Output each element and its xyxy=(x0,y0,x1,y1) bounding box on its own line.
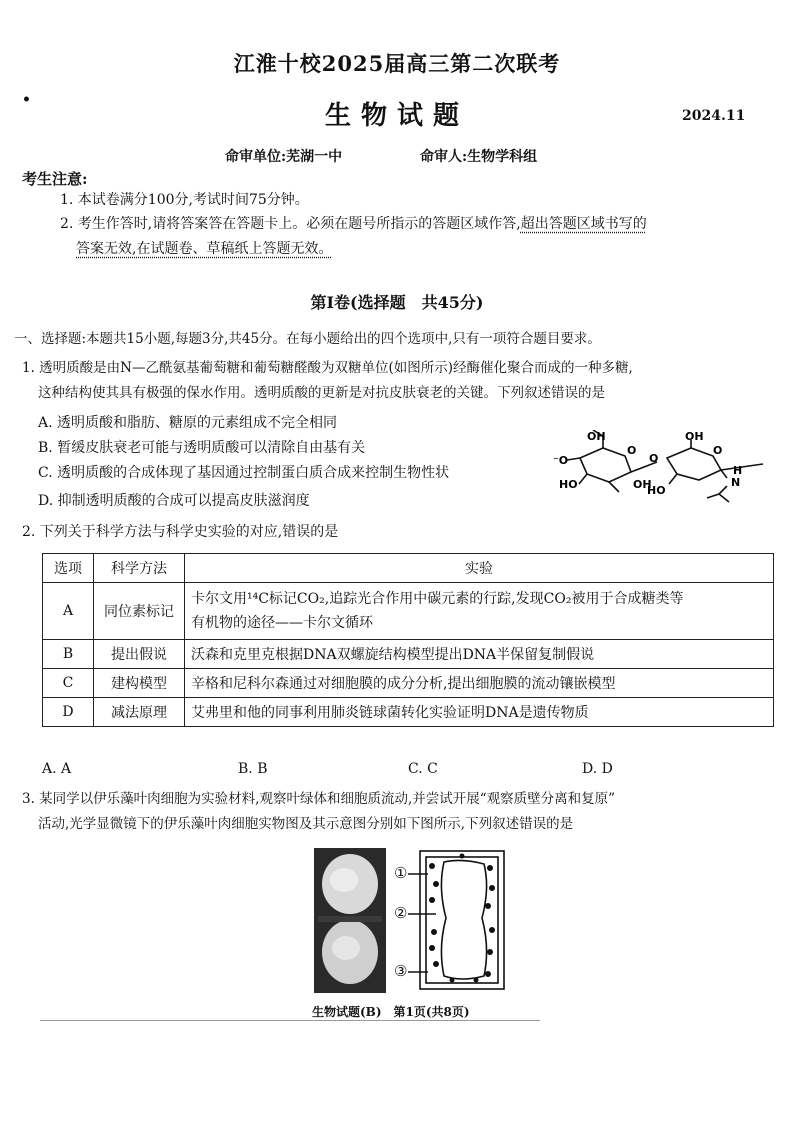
q2-answer-a: A. A xyxy=(42,761,72,777)
q2-answer-c: C. C xyxy=(408,761,438,777)
q1-option-c: C. 透明质酸的合成体现了基因通过控制蛋白质合成来控制生物性状 xyxy=(38,465,450,481)
exam-date: 2024.11 xyxy=(682,108,746,124)
exam-title: 江淮十校2025届高三第二次联考 xyxy=(233,51,561,76)
mol-label-ho-1: HO xyxy=(559,478,578,491)
notice-item-2-emphasis: 超出答题区域书写的 xyxy=(520,216,647,232)
row-option: A xyxy=(43,583,94,640)
q1-stem-line1: 1. 透明质酸是由N—乙酰氨基葡萄糖和葡萄糖醛酸为双糖单位(如图所示)经酶催化聚合而成的一种多糖, xyxy=(22,360,633,376)
q2-stem: 2. 下列关于科学方法与科学史实验的对应,错误的是 xyxy=(22,524,339,540)
hyaluronic-acid-structure xyxy=(545,430,770,505)
table-row xyxy=(43,698,774,727)
table-row xyxy=(43,640,774,669)
table-header-row xyxy=(43,554,774,583)
q3-stem-line2: 活动,光学显微镜下的伊乐藻叶肉细胞实物图及其示意图分别如下图所示,下列叙述错误的是 xyxy=(38,816,574,832)
q1-stem-line2: 这种结构使其具有极强的保水作用。透明质酸的更新是对抗皮肤衰老的关键。下列叙述错误的是 xyxy=(38,385,605,401)
row-experiment: 辛格和尼科尔森通过对细胞膜的成分分析,提出细胞膜的流动镶嵌模型 xyxy=(185,669,774,698)
notice-item-2-text: 2. 考生作答时,请将答案答在答题卡上。必须在题号所指示的答题区域作答, xyxy=(60,216,521,232)
q3-stem-line1: 3. 某同学以伊乐藻叶肉细胞为实验材料,观察叶绿体和细胞质流动,并尝试开展“观察质壁分离和复原” xyxy=(22,791,616,807)
table-header-experiment: 实验 xyxy=(185,554,774,583)
cell-micrograph xyxy=(314,848,386,993)
row-option: D xyxy=(43,698,94,727)
table-row xyxy=(43,583,774,640)
row-method: 同位素标记 xyxy=(94,583,185,640)
notice-item-1: 1. 本试卷满分100分,考试时间75分钟。 xyxy=(60,192,309,208)
table-row xyxy=(43,669,774,698)
mol-label-h: H xyxy=(733,464,743,477)
mol-label-o-minus: ⁻O xyxy=(553,454,569,467)
section-instruction: 一、选择题:本题共15小题,每题3分,共45分。在每小题给出的四个选项中,只有一项符合题目要求。 xyxy=(14,331,601,347)
label-2: ② xyxy=(394,904,408,922)
corner-mark: • xyxy=(22,92,31,108)
row-option: B xyxy=(43,640,94,669)
row-method: 减法原理 xyxy=(94,698,185,727)
row-experiment xyxy=(185,583,774,640)
q2-answer-d: D. D xyxy=(582,761,613,777)
row-method: 建构模型 xyxy=(94,669,185,698)
q1-option-b: B. 暂缓皮肤衰老可能与透明质酸可以清除自由基有关 xyxy=(38,440,366,456)
label-1: ① xyxy=(394,864,408,882)
cell-schematic xyxy=(392,848,512,993)
row-experiment: 艾弗里和他的同事利用肺炎链球菌转化实验证明DNA是遗传物质 xyxy=(185,698,774,727)
author-unit: 命审单位:芜湖一中 xyxy=(225,149,343,165)
mol-label-oh-3: OH xyxy=(633,478,652,491)
mol-label-oh-1: OH xyxy=(587,430,606,443)
q1-option-d: D. 抑制透明质酸的合成可以提高皮肤滋润度 xyxy=(38,493,310,509)
notice-item-2-cont: 答案无效,在试题卷、草稿纸上答题无效。 xyxy=(76,241,333,257)
row-experiment: 沃森和克里克根据DNA双螺旋结构模型提出DNA半保留复制假说 xyxy=(185,640,774,669)
mol-label-ho-2: HO xyxy=(647,484,666,497)
author-group: 命审人:生物学科组 xyxy=(420,149,538,165)
label-3: ③ xyxy=(394,962,408,980)
section-title: 第Ⅰ卷(选择题 共45分) xyxy=(310,293,484,312)
row-method: 提出假说 xyxy=(94,640,185,669)
notice-heading: 考生注意: xyxy=(22,170,88,188)
table-header-option: 选项 xyxy=(43,554,94,583)
mol-label-n: N xyxy=(731,476,741,489)
subject-title: 生物试题 xyxy=(324,101,469,131)
row-experiment-line2: 有机物的途径——卡尔文循环 xyxy=(191,615,373,631)
page-footer: 生物试题(B) 第1页(共8页) xyxy=(312,1005,470,1019)
q2-answer-b: B. B xyxy=(238,761,268,777)
mol-label-oh-2: OH xyxy=(685,430,704,443)
q1-option-a: A. 透明质酸和脂肪、糖原的元素组成不完全相同 xyxy=(38,415,338,431)
row-experiment-line1: 卡尔文用¹⁴C标记CO₂,追踪光合作用中碳元素的行踪,发现CO₂被用于合成糖类等 xyxy=(191,591,684,607)
table-header-method: 科学方法 xyxy=(94,554,185,583)
row-option: C xyxy=(43,669,94,698)
mol-ring-o-2: O xyxy=(713,444,723,457)
mol-label-o-link: O xyxy=(649,452,659,465)
footer-divider xyxy=(40,1020,540,1021)
notice-item-2 xyxy=(60,212,780,237)
q2-table xyxy=(42,553,774,727)
mol-ring-o-1: O xyxy=(627,444,637,457)
